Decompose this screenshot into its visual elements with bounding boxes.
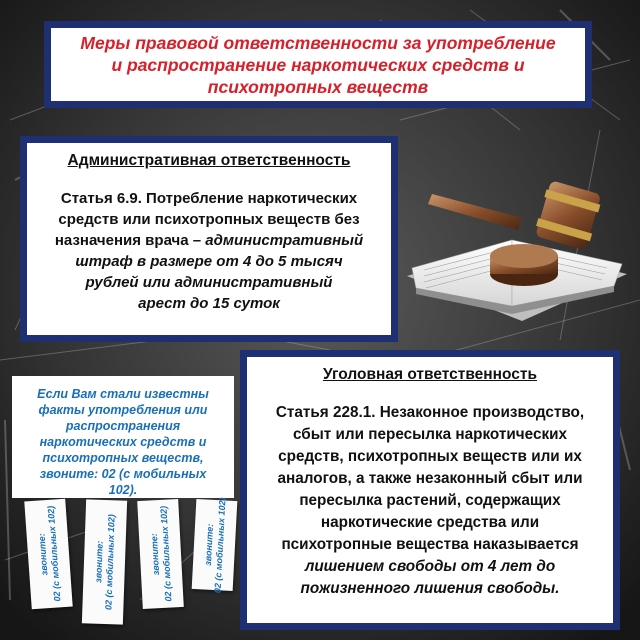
text-line: наркотические средства или	[320, 514, 540, 531]
tab-number: 02 (с мобильных 102)	[157, 505, 173, 602]
title-line: Меры правовой ответственности за употребление	[80, 32, 556, 53]
note-line: распространения	[65, 419, 181, 433]
text-line: лишением свободы от 4 лет до	[304, 558, 556, 575]
tab-number: 02 (с мобильных 102)	[211, 497, 227, 594]
tab-number: 02 (с мобильных 102)	[45, 505, 62, 602]
text-line: средств, психотропных веществ или их	[278, 448, 582, 465]
text-line: Статья 6.9. Потребление наркотических	[60, 190, 358, 207]
tear-off-tab	[192, 497, 238, 594]
criminal-heading: Уголовная ответственность	[322, 366, 538, 383]
text-line: арест до 15 суток	[138, 295, 280, 312]
note-line: психотропных веществ,	[42, 451, 204, 465]
note-line: звоните: 02 (с мобильных 102).	[39, 467, 207, 497]
text-line: пожизненного лишения свободы.	[300, 580, 560, 597]
title-banner	[44, 21, 592, 108]
text-line: аналогов, а также незаконный сбыт или	[277, 470, 583, 487]
tab-label: звоните:	[92, 540, 105, 584]
administrative-heading: Административная ответственность	[67, 152, 351, 169]
gavel-on-book-illustration	[402, 156, 632, 336]
text-line: рублей или административный	[85, 274, 333, 291]
hotline-notice	[12, 376, 234, 498]
title-line: психотропных веществ	[207, 76, 429, 97]
text-line: штраф в размере от 4 до 5 тысяч	[75, 253, 343, 270]
text-line: сбыт или пересылка наркотических	[292, 426, 568, 443]
title-line: и распространение наркотических средств и	[111, 54, 525, 75]
tab-label: звоните:	[202, 523, 215, 566]
text-line: назначения врача –	[54, 232, 206, 249]
text-line: психотропные вещества наказывается	[281, 536, 579, 553]
text-line: пересылка растений, содержащих	[299, 492, 561, 509]
hotline-text	[24, 386, 222, 498]
text-line: Статья 228.1. Незаконное производство,	[275, 404, 585, 421]
page-title	[80, 32, 555, 98]
tab-label: звоните:	[36, 533, 49, 576]
tear-off-tab	[24, 499, 72, 610]
tab-label: звоните:	[148, 533, 161, 576]
tab-number: 02 (с мобильных 102)	[102, 514, 117, 611]
text-line-tail: административный	[205, 232, 364, 249]
tear-off-tab	[82, 499, 127, 624]
criminal-liability-panel	[240, 350, 620, 630]
note-line: факты употребления или	[38, 403, 208, 417]
note-line: наркотических средств и	[39, 435, 207, 449]
tear-off-tab	[137, 499, 184, 609]
note-line: Если Вам стали известны	[37, 387, 209, 401]
administrative-text	[37, 188, 381, 314]
criminal-text	[257, 402, 603, 600]
administrative-liability-panel	[20, 136, 398, 342]
text-line: средств или психотропных веществ без	[58, 211, 360, 228]
